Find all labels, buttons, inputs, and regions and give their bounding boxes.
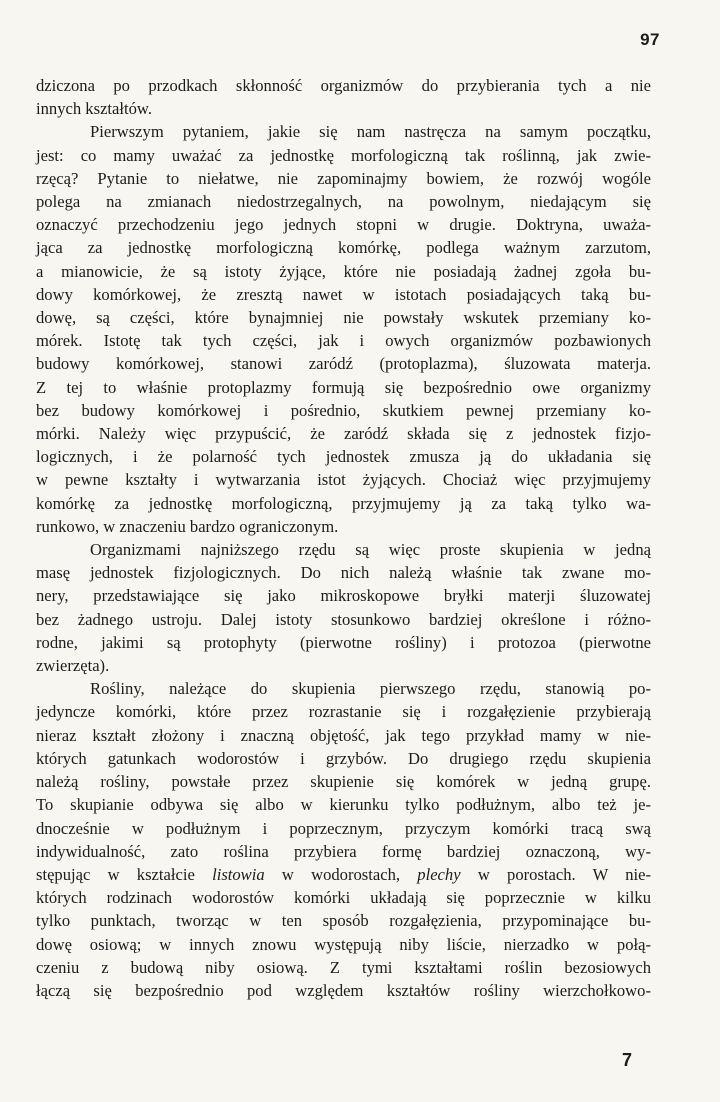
- paragraph-morphological-unit: [36, 120, 651, 538]
- paragraph-continuation: [36, 74, 651, 120]
- text-line: dowę, są części, które bynajmniej nie powstały wskutek przemiany ko-: [36, 308, 651, 328]
- text-line: a mianowicie, że są istoty żyjące, które nie posiadają żadnej zgoła bu-: [36, 261, 651, 281]
- text-line: Organizmami najniższego rzędu są więc proste skupienia w jedną: [90, 540, 651, 560]
- text-line: w pewne kształty i wytwarzania istot żyjących. Chociaż więc przyjmujemy: [36, 470, 651, 490]
- text-line: których gatunkach wodorostów i grzybów. Do drugiego rzędu skupienia: [36, 748, 651, 768]
- text-line: logicznych, i że polarność tych jednostek zmusza ją do układania się: [36, 447, 651, 467]
- text-line: bez żadnego ustroju. Dalej istoty stosunkowo bardziej określone i różno-: [36, 609, 651, 629]
- text-line: komórkę za jednostkę morfologiczną, przyjmujemy ją za taką tylko wa-: [36, 493, 651, 513]
- text-line: zwierzęta).: [36, 656, 110, 676]
- page-number: 97: [640, 30, 660, 49]
- text-line: polega na zmianach niedostrzegalnych, na powolnym, niedającym się: [36, 192, 651, 212]
- text-line: czeniu z budową niby osiową. Z tymi kształtami roślin bezosiowych: [36, 957, 651, 977]
- text-line: należą rośliny, powstałe przez skupienie się komórek w jedną grupę.: [36, 772, 651, 792]
- text-line: budowy komórkowej, stanowi zaródź (protoplazma), śluzowata materja.: [36, 354, 651, 374]
- text-fragment: stępując w kształcie: [36, 864, 195, 884]
- text-line: Pierwszym pytaniem, jakie się nam nastręcza na samym początku,: [90, 122, 651, 142]
- text-line: runkowo, w znaczeniu bardzo ograniczonym.: [36, 516, 339, 536]
- text-line: tylko punktach, tworząc w ten sposób rozgałęzienia, przypominające bu-: [36, 911, 651, 931]
- text-line: masę jednostek fizjologicznych. Do nich należą właśnie tak zwane mo-: [36, 563, 651, 583]
- italic-term-plechy: plechy: [417, 864, 461, 884]
- text-line: jąca za jednostkę morfologiczną komórkę, podlega ważnym zarzutom,: [36, 238, 651, 258]
- text-line: indywidualność, zato roślina przybiera formę bardziej oznaczoną, wy-: [36, 841, 651, 861]
- text-line-mixed: [36, 863, 651, 886]
- body-text: [36, 74, 651, 1002]
- text-line: dowy komórkowej, że zresztą nawet w istotach posiadających taką bu-: [36, 284, 651, 304]
- italic-term-listowia: listowia: [212, 864, 265, 884]
- text-line: Z tej to właśnie protoplazmy formują się bezpośrednio owe organizmy: [36, 377, 651, 397]
- text-line: Rośliny, należące do skupienia pierwszego rzędu, stanowią po-: [90, 679, 651, 699]
- text-line: rzęcą? Pytanie to niełatwe, nie zapominajmy bowiem, że rozwój wogóle: [36, 168, 651, 188]
- text-line: innych kształtów.: [36, 99, 152, 119]
- text-line: nieraz kształt złożony i znaczną objętość, jak tego przykład mamy w nie-: [36, 725, 651, 745]
- text-fragment: w wodorostach,: [281, 864, 401, 884]
- text-line: jedyncze komórki, które przez rozrastanie się i rozgałęzienie przybierają: [36, 702, 651, 722]
- text-line: których rodzinach wodorostów komórki układają się poprzecznie w kilku: [36, 888, 651, 908]
- text-line: dziczona po przodkach skłonność organizmów do przybierania tych a nie: [36, 76, 651, 95]
- text-line: dowę osiową; w innych znowu występują niby liście, nierzadko w połą-: [36, 934, 651, 954]
- text-line: mórek. Istotę tak tych części, jak i owych organizmów pozbawionych: [36, 331, 651, 351]
- text-line: dnocześnie w podłużnym i poprzecznym, przyczym komórki tracą swą: [36, 818, 651, 838]
- text-line: rodne, jakimi są protophyty (pierwotne rośliny) i protozoa (pierwotne: [36, 632, 651, 652]
- paragraph-plants: [36, 677, 651, 1002]
- text-line: jest: co mamy uważać za jednostkę morfologiczną tak roślinną, jak zwie-: [36, 145, 651, 165]
- text-line: oznaczyć przechodzeniu jego jednych stopni w drugie. Doktryna, uważa-: [36, 215, 651, 235]
- text-line: bez budowy komórkowej i pośrednio, skutkiem pewnej przemiany ko-: [36, 400, 651, 420]
- text-fragment: w porostach. W nie-: [477, 864, 652, 884]
- text-line: łączą się bezpośrednio pod względem kształtów rośliny wierzchołkowo-: [36, 980, 651, 1000]
- text-line: nery, przedstawiające się jako mikroskopowe bryłki materji śluzowatej: [36, 586, 651, 606]
- text-line: mórki. Należy więc przypuścić, że zaródź składa się z jednostek fizjo-: [36, 424, 651, 444]
- sheet-signature-number: 7: [621, 1050, 632, 1070]
- text-line: To skupianie odbywa się albo w kierunku tylko podłużnym, albo też je-: [36, 795, 651, 815]
- paragraph-lowest-organisms: [36, 538, 651, 677]
